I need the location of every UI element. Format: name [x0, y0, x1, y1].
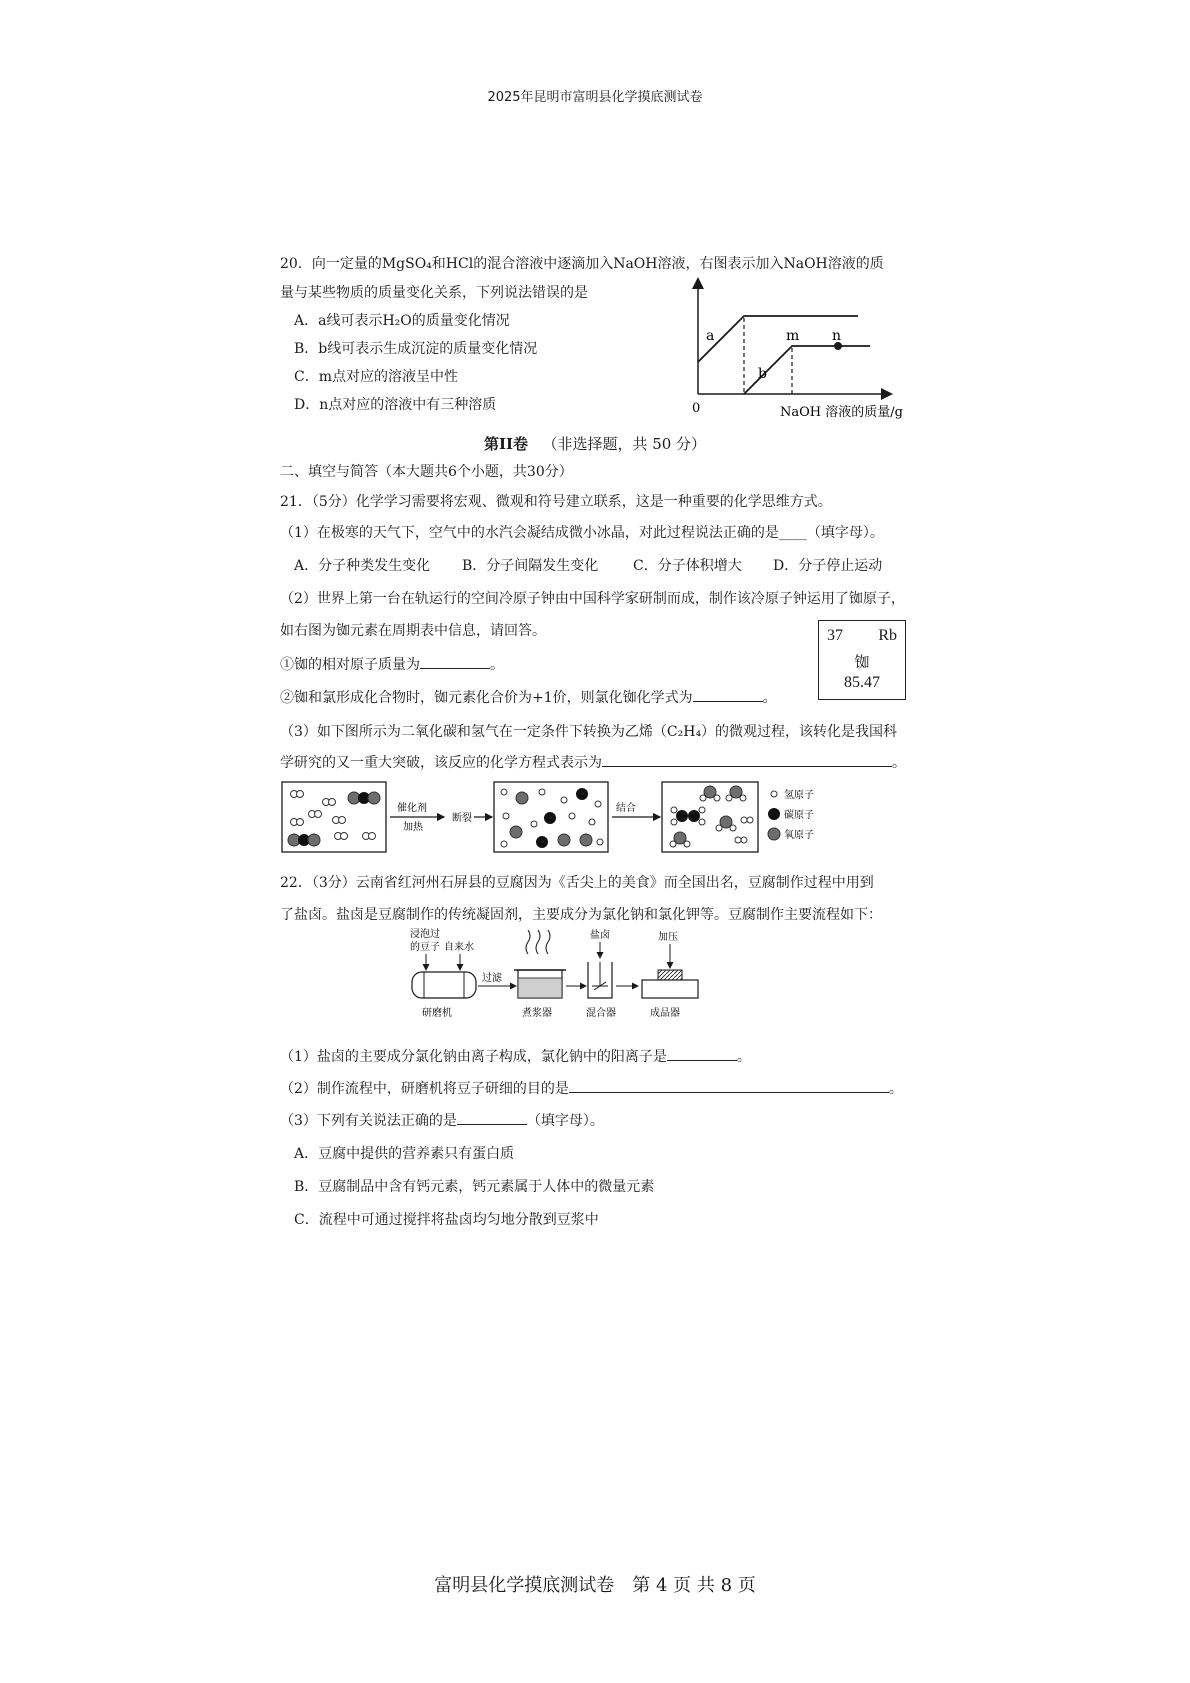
- q22-p2-period: 。: [888, 1081, 903, 1097]
- q21-p1-option-d: D．分子停止运动: [773, 558, 883, 574]
- mold-icon: [642, 970, 698, 998]
- q21-p3-line1: （3）如下图所示为二氧化碳和氢气在一定条件下转换为乙烯（C₂H₄）的微观过程，该转化是我国科: [280, 724, 898, 740]
- q21-p1-option-a: A．分子种类发生变化: [294, 558, 431, 574]
- q21-p1-option-c: C．分子体积增大: [633, 558, 742, 574]
- q22-p3: （3）下列有关说法正确的是: [280, 1113, 457, 1129]
- q22-p1: （1）盐卤的主要成分氯化钠由离子构成，氯化钠中的阳离子是: [280, 1049, 667, 1065]
- mixer-icon: [588, 962, 612, 998]
- flow-press-label: 加压: [658, 932, 678, 943]
- graph-label-a: a: [706, 328, 715, 344]
- q21-stem: 21．（5分）化学学习需要将宏观、微观和符号建立联系，这是一种重要的化学思维方式。: [280, 494, 832, 510]
- box2-atoms: [501, 788, 603, 848]
- q20-option-d: D．n点对应的溶液中有三种溶质: [294, 397, 497, 413]
- flow-input-water: 自来水: [444, 942, 474, 953]
- q21-p2-q1-blank[interactable]: [420, 654, 490, 669]
- q21-p2-line1: （2）世界上第一台在轨运行的空间冷原子钟由中国科学家研制而成，制作该冷原子钟运用了铷原子，: [280, 591, 905, 607]
- flow-brine-label: 盐卤: [590, 930, 610, 941]
- q21-p3-blank[interactable]: [602, 752, 892, 767]
- q20-option-b: B．b线可表示生成沉淀的质量变化情况: [294, 341, 538, 357]
- q22-option-a: A．豆腐中提供的营养素只有蛋白质: [294, 1146, 515, 1162]
- q20-option-a: A．a线可表示H₂O的质量变化情况: [294, 313, 510, 329]
- legend-carbon: 碳原子: [784, 810, 814, 821]
- graph-origin: 0: [692, 401, 701, 416]
- q21-p1-option-b: B．分子间隔发生变化: [462, 558, 599, 574]
- diagram-heat-label: 加热: [403, 822, 423, 833]
- q22-p2: （2）制作流程中，研磨机将豆子研细的目的是: [280, 1081, 569, 1097]
- part-title: 二、填空与简答（本大题共6个小题，共30分）: [280, 464, 573, 480]
- q22-p3-blank[interactable]: [457, 1110, 527, 1125]
- element-card-rb: [818, 620, 906, 700]
- q21-p3-line2: 学研究的又一重大突破，该反应的化学方程式表示为: [280, 755, 602, 771]
- page-footer: 富明县化学摸底测试卷 第 4 页 共 8 页: [434, 1575, 756, 1596]
- q20-option-c: C．m点对应的溶液呈中性: [294, 369, 458, 385]
- graph-x-label: NaOH 溶液的质量/g: [780, 405, 903, 420]
- q20-graph: [680, 270, 940, 420]
- legend-hydrogen-icon: [771, 791, 777, 797]
- flow-input-beans-line2: 的豆子: [410, 942, 440, 953]
- q21-p1: （1）在极寒的天气下，空气中的水汽会凝结成微小冰晶，对此过程说法正确的是____（填字母）。: [280, 525, 884, 541]
- element-number: 37: [827, 627, 843, 644]
- q22-flow-diagram: [410, 926, 730, 1026]
- flow-filter-label: 过滤: [482, 973, 502, 984]
- flow-device-mold: 成品器: [650, 1008, 680, 1019]
- q21-p2-q2-period: 。: [762, 690, 777, 706]
- flow-device-boiler: 煮浆器: [522, 1008, 552, 1019]
- page-header: 2025年昆明市富明县化学摸底测试卷: [487, 90, 703, 105]
- flow-device-mixer: 混合器: [586, 1008, 616, 1019]
- q21-p3-period: 。: [892, 755, 906, 771]
- q22-p1-blank[interactable]: [667, 1046, 737, 1061]
- diagram-break-label: 断裂: [452, 813, 472, 824]
- q22-p1-period: 。: [736, 1049, 751, 1065]
- element-symbol: Rb: [878, 627, 897, 644]
- q21-p2-q1-period: 。: [490, 657, 504, 673]
- element-name: 铷: [854, 653, 870, 671]
- graph-label-m: m: [786, 328, 800, 344]
- diagram-combine-label: 结合: [616, 803, 636, 814]
- section2-title: 第II卷: [483, 435, 528, 453]
- q22-stem-line2: 了盐卤。盐卤是豆腐制作的传统凝固剂，主要成分为氯化钠和氯化钾等。豆腐制作主要流程如下：: [280, 907, 882, 923]
- graph-label-b: b: [758, 366, 767, 382]
- q21-p2-q2-blank[interactable]: [693, 687, 763, 702]
- flow-device-grinder: 研磨机: [422, 1008, 452, 1019]
- section2-subtitle: （非选择题，共 50 分）: [542, 435, 707, 453]
- q22-p2-blank[interactable]: [569, 1078, 889, 1093]
- q22-option-c: C．流程中可通过搅拌将盐卤均匀地分散到豆浆中: [294, 1212, 599, 1228]
- graph-label-n: n: [832, 328, 842, 344]
- box3-ethylene: [671, 807, 705, 825]
- diagram-catalyst-label: 催化剂: [397, 803, 427, 814]
- q21-micro-diagram: [280, 780, 840, 856]
- q20-stem-line1: 20．向一定量的MgSO₄和HCl的混合溶液中逐滴加入NaOH溶液，右图表示加入NaOH溶液的质: [280, 256, 884, 272]
- q20-stem-line2: 量与某些物质的质量变化关系，下列说法错误的是: [280, 285, 588, 301]
- q21-p2-q1: ①铷的相对原子质量为: [280, 657, 420, 673]
- legend-carbon-icon: [768, 808, 780, 820]
- element-mass: 85.47: [844, 674, 880, 691]
- q22-option-b: B．豆腐制品中含有钙元素，钙元素属于人体中的微量元素: [294, 1179, 655, 1195]
- q21-p2-line2: 如右图为铷元素在周期表中信息，请回答。: [280, 623, 546, 639]
- q22-stem-line1: 22．（3分）云南省红河州石屏县的豆腐因为《舌尖上的美食》而全国出名，豆腐制作过程中用到: [280, 875, 874, 891]
- legend-hydrogen: 氢原子: [784, 790, 814, 801]
- legend-oxygen: 氧原子: [784, 830, 814, 841]
- box3-h2-molecules: [735, 817, 753, 843]
- grinder-icon: [412, 972, 476, 998]
- boiler-icon: [514, 930, 566, 998]
- legend-oxygen-icon: [768, 828, 780, 840]
- flow-input-beans-line1: 浸泡过: [410, 929, 440, 940]
- q21-p2-q2: ②铷和氯形成化合物时，铷元素化合价为+1价，则氯化铷化学式为: [280, 690, 693, 706]
- q22-p3-tail: （填字母）。: [526, 1113, 604, 1129]
